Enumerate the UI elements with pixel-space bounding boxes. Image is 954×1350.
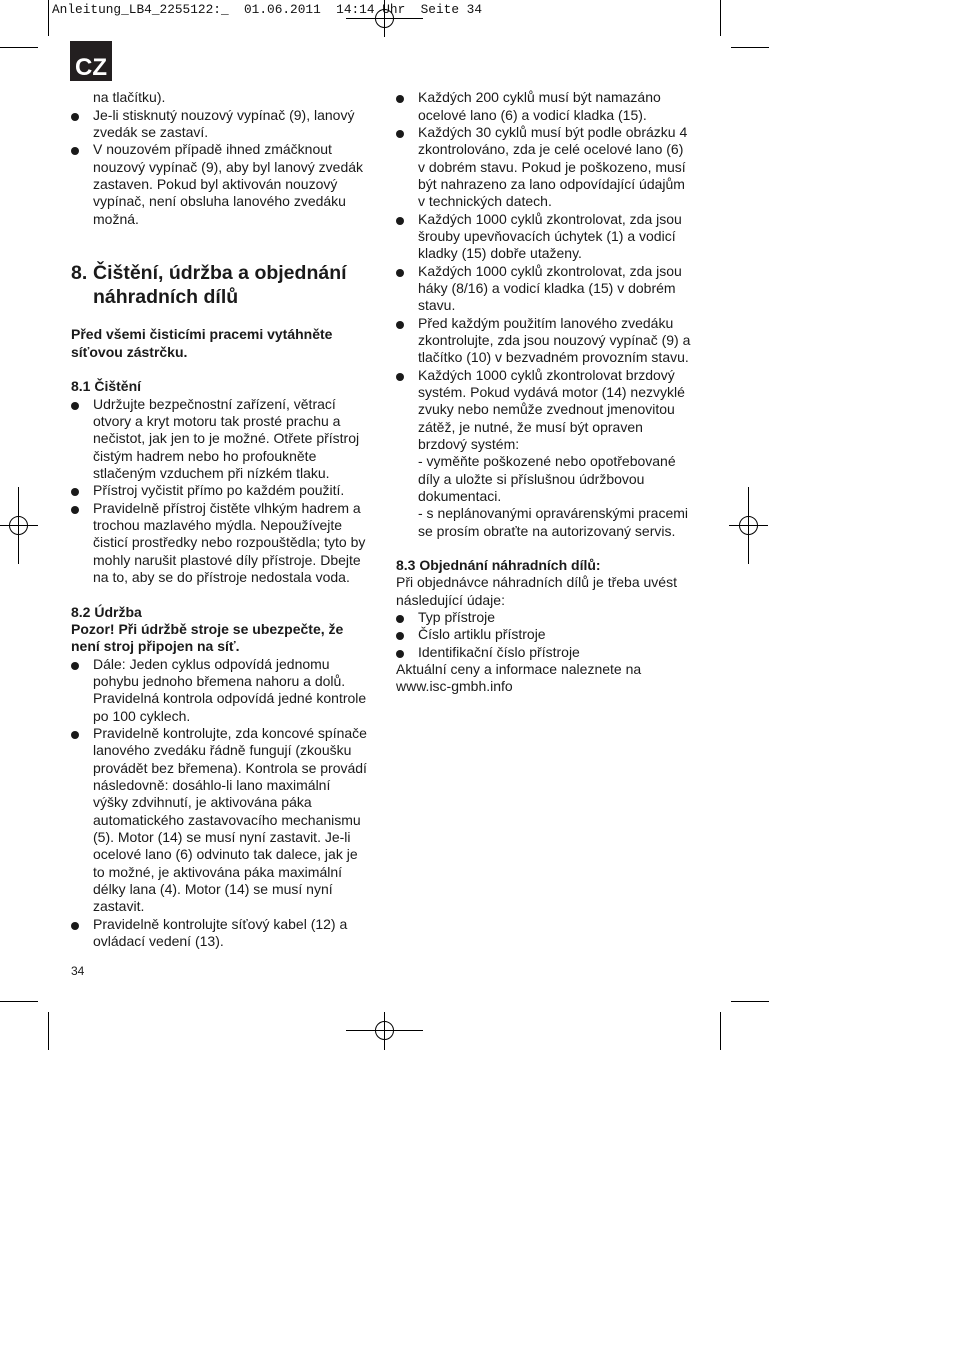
list-item bbox=[71, 107, 371, 142]
registration-circle bbox=[740, 517, 758, 535]
ordering-intro: Při objednávce náhradních dílů je třeba uvést následující údaje: bbox=[396, 574, 677, 608]
bullet-icon bbox=[71, 488, 79, 496]
left-column bbox=[71, 89, 371, 950]
crop-mark-top-right bbox=[721, 0, 770, 48]
list-item-text: Pravidelně kontrolujte síťový kabel (12) a ovládací vedení (13). bbox=[93, 915, 348, 949]
registration-circle bbox=[10, 517, 28, 535]
ordering-footer: Aktuální ceny a informace naleznete na www.isc-gmbh.info bbox=[396, 661, 642, 695]
list-item-text: Typ přístroje bbox=[418, 609, 496, 626]
list-item bbox=[396, 315, 696, 367]
registration-mark-bottom bbox=[346, 1012, 423, 1050]
list-item-text: Každých 200 cyklů musí být namazáno ocelové lano (6) a vodicí kladka (15). bbox=[418, 89, 661, 123]
list-item-text: Pravidelně kontrolujte, zda koncové spínače lanového zvedáku řádně fungují (zkoušku provádět bez břemena). Kontrola se provádí následovně: dosáhlo-li lano maximální výšky zdvihnutí, je aktivována páka automatického zastavovacího mechanismu (5). Motor (14) se musí nyní zastavit. Je-li ocelové lano (6) odvinuto tak dalece, jak je to možné, je aktivována páka maximální délky lana (4). Motor (14) se musí nyní zastavit. bbox=[93, 725, 367, 915]
list-item-text: Každých 1000 cyklů zkontrolovat, zda jsou háky (8/16) a vodicí kladka (15) v dobrém stavu. bbox=[418, 262, 682, 314]
bullet-icon bbox=[396, 632, 404, 640]
list-item-text: Číslo artiklu přístroje bbox=[418, 626, 546, 643]
list-item bbox=[396, 211, 696, 263]
language-badge-label: CZ bbox=[75, 54, 107, 81]
list-item bbox=[71, 656, 371, 725]
bullet-icon bbox=[71, 662, 79, 670]
maintenance-warning: Pozor! Při údržbě stroje se ubezpečte, že není stroj připojen na síť. bbox=[71, 621, 344, 655]
bullet-icon bbox=[71, 731, 79, 739]
print-slug: Anleitung_LB4_2255122:_ 01.06.2011 14:14 Uhr Seite 34 bbox=[52, 2, 483, 17]
list-item bbox=[71, 482, 371, 499]
list-item bbox=[71, 725, 371, 916]
subsection-heading-ordering: 8.3 Objednání náhradních dílů: bbox=[396, 557, 601, 574]
list-item bbox=[71, 916, 371, 951]
right-column bbox=[396, 89, 696, 695]
bullet-icon bbox=[396, 130, 404, 138]
list-item bbox=[71, 141, 371, 228]
bullet-icon bbox=[396, 217, 404, 225]
bullet-icon bbox=[71, 113, 79, 121]
safety-notice: Před všemi čisticími pracemi vytáhněte síťovou zástrčku. bbox=[71, 326, 333, 360]
list-item-text: Před každým použitím lanového zvedáku zkontrolujte, zda jsou nouzový vypínač (9) a tlačítko (10) v bezvadném provozním stavu. bbox=[418, 314, 691, 366]
list-item bbox=[396, 263, 696, 315]
bullet-icon bbox=[396, 650, 404, 658]
list-item bbox=[396, 124, 696, 211]
list-item bbox=[396, 609, 696, 626]
list-item bbox=[71, 500, 371, 587]
list-item-text: Pravidelně přístroj čistěte vlhkým hadrem a trochou mazlavého mýdla. Nepoužívejte čisticí prostředky nebo rozpouštědla; tyto by mohly narušit plastové díly přístroje. Dbejte na to, aby se do přístroje nedostala voda. bbox=[93, 499, 366, 586]
list-item bbox=[396, 644, 696, 661]
list-item-text: Identifikační číslo přístroje bbox=[418, 643, 580, 660]
list-item-text: Je-li stisknutý nouzový vypínač (9), lanový zvedák se zastaví. bbox=[93, 106, 355, 140]
bullet-icon bbox=[396, 615, 404, 623]
list-item-text: V nouzovém případě ihned zmáčknout nouzový vypínač (9), aby byl lanový zvedák zastaven. Pokud byl aktivován nouzový vypínač, není obsluha lanového zvedáku možná. bbox=[93, 141, 364, 227]
section-number: 8. bbox=[71, 262, 88, 285]
continuation-text: na tlačítku). bbox=[93, 89, 166, 106]
bullet-icon bbox=[396, 321, 404, 329]
crop-mark-bottom-right bbox=[721, 1002, 770, 1051]
bullet-icon bbox=[396, 373, 404, 381]
list-item bbox=[396, 626, 696, 643]
registration-mark-left bbox=[0, 487, 38, 564]
crop-mark-bottom-left bbox=[0, 1002, 49, 1051]
registration-circle bbox=[376, 1022, 394, 1040]
registration-mark-right bbox=[729, 487, 768, 564]
list-item-text: Každých 30 cyklů musí být podle obrázku 4 zkontrolováno, zda je celé ocelové lano (6) v dobrém stavu. Pokud je poškozeno, musí být nahrazeno za lano odpovídající údajům v technických datech. bbox=[418, 123, 688, 210]
list-item bbox=[396, 367, 696, 540]
bullet-icon bbox=[396, 95, 404, 103]
bullet-icon bbox=[396, 269, 404, 277]
bullet-icon bbox=[71, 506, 79, 514]
bullet-icon bbox=[71, 402, 79, 410]
list-item-text: Přístroj vyčistit přímo po každém použití. bbox=[93, 482, 345, 499]
section-heading bbox=[71, 261, 371, 309]
page-number: 34 bbox=[71, 964, 85, 978]
bullet-icon bbox=[71, 922, 79, 930]
list-item bbox=[71, 396, 371, 483]
section-title: Čištění, údržba a objednání náhradních dílů bbox=[93, 262, 347, 309]
list-item-text: Každých 1000 cyklů zkontrolovat, zda jsou šrouby upevňovacích úchytek (1) a vodicí kladky (15) dobře utaženy. bbox=[418, 210, 682, 262]
list-item bbox=[396, 89, 696, 124]
list-item-text: Udržujte bezpečnostní zařízení, větrací otvory a kryt motoru tak prosté prachu a nečistot, jak jen to je možné. Otřete přístroj čistým hadrem nebo ho profoukněte stlačeným vzduchem při nízkém tlaku. bbox=[93, 395, 360, 482]
list-item-text: Dále: Jeden cyklus odpovídá jednomu pohybu jednoho břemena nahoru a dolů. Pravidelná kontrola odpovídá jedné kontrole po 100 cyklech. bbox=[93, 655, 367, 724]
subsection-heading-cleaning: 8.1 Čištění bbox=[71, 378, 142, 395]
list-item-text: Každých 1000 cyklů zkontrolovat brzdový systém. Pokud vydává motor (14) nezvyklé zvuky nebo nemůže zvednout jmenovitou zátěž, je nutné, že musí být opraven brzdový systém: - vyměňte poškozené nebo opotřebované díly a uložte si příslušnou údržbovou dokumentaci. - s neplánovanými opravárenskými pracemi se prosím obraťte na autorizovaný servis. bbox=[418, 366, 688, 539]
language-badge bbox=[70, 41, 112, 81]
bullet-icon bbox=[71, 147, 79, 155]
crop-mark-top-left bbox=[0, 0, 49, 48]
subsection-heading-maintenance: 8.2 Údržba bbox=[71, 603, 142, 620]
